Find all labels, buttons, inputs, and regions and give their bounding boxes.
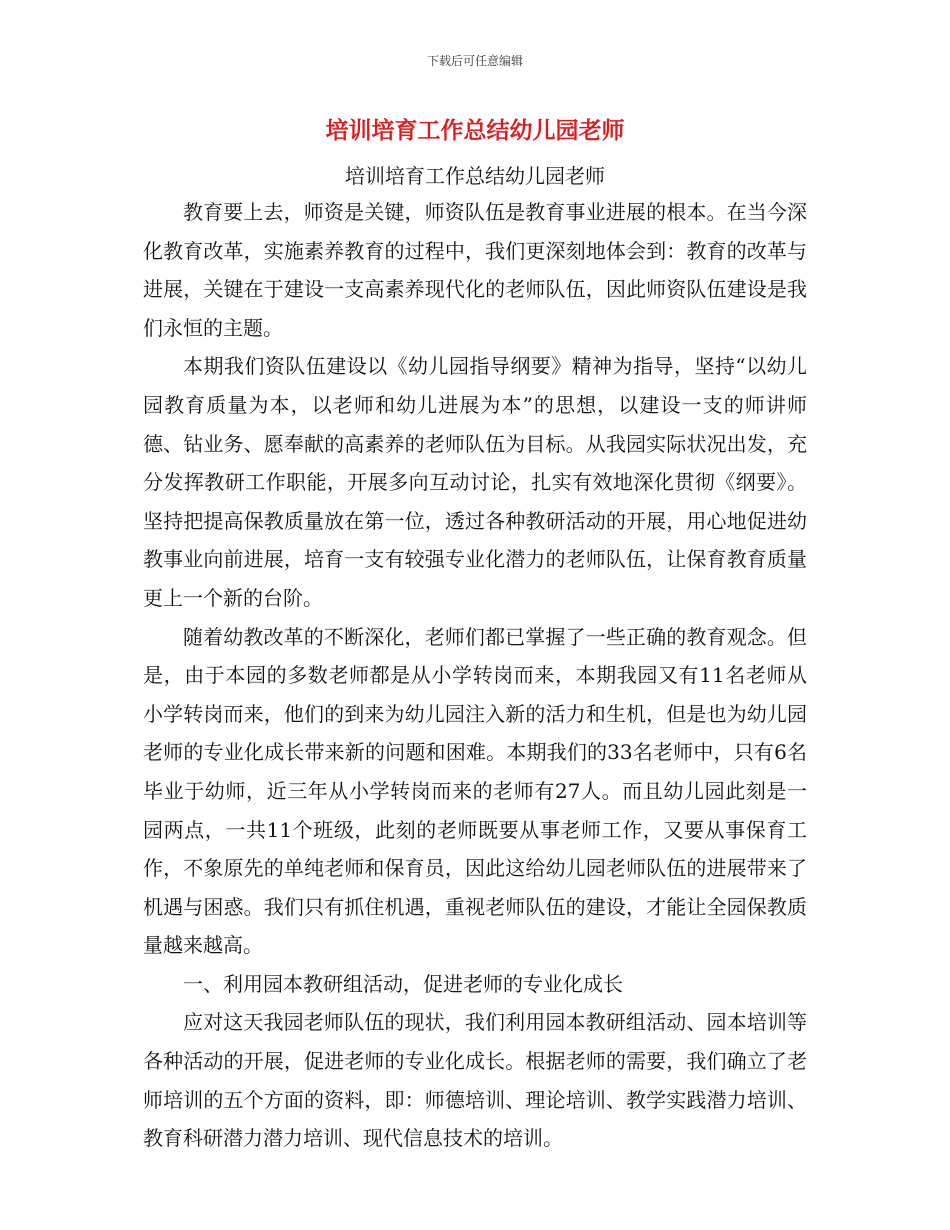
paragraph-situation: 随着幼教改革的不断深化，老师们都已掌握了一些正确的教育观念。但是，由于本园的多数老师都是从小学转岗而来，本期我园又有11名老师从小学转岗而来，他们的到来为幼儿园注入新的活力和生机，但是也为幼儿园老师的专业化成长带来新的问题和困难。本期我们的33名老师中，只有6名毕业于幼师，近三年从小学转岗而来的老师有27人。而且幼儿园此刻是一园两点，一共11个班级，此刻的老师既要从事老师工作，又要从事保育工作，不象原先的单纯老师和保育员，因此这给幼儿园老师队伍的进展带来了机遇与困惑。我们只有抓住机遇，重视老师队伍的建设，才能让全园保教质量越来越高。 [143,624,807,958]
section-heading-1: 一、利用园本教研组活动，促进老师的专业化成长 [183,971,623,996]
document-body [143,193,807,1158]
document-title: 培训培育工作总结幼儿园老师 [325,118,625,144]
paragraph-section-1: 应对这天我园老师队伍的现状，我们利用园本教研组活动、园本培训等各种活动的开展，促进老师的专业化成长。根据老师的需要，我们确立了老师培训的五个方面的资料，即：师德培训、理论培训、教学实践潜力培训、教育科研潜力潜力培训、现代信息技术的培训。 [143,1010,807,1151]
paragraph-goals: 本期我们资队伍建设以《幼儿园指导纲要》精神为指导，坚持“以幼儿园教育质量为本，以老师和幼儿进展为本”的思想，以建设一支的师讲师德、钻业务、愿奉献的高素养的老师队伍为目标。从我园实际状况出发，充分发挥教研工作职能，开展多向互动讨论，扎实有效地深化贯彻《纲要》。坚持把提高保教质量放在第一位，透过各种教研活动的开展，用心地促进幼教事业向前进展，培育一支有较强专业化潜力的老师队伍，让保育教育质量更上一个新的台阶。 [143,354,807,610]
header-note: 下载后可任意编辑 [426,54,523,68]
document-subtitle: 培训培育工作总结幼儿园老师 [345,164,605,188]
paragraph-intro: 教育要上去，师资是关键，师资队伍是教育事业进展的根本。在当今深化教育改革，实施素养教育的过程中，我们更深刻地体会到：教育的改革与进展，关键在于建设一支高素养现代化的老师队伍，因此师资队伍建设是我们永恒的主题。 [143,200,807,340]
